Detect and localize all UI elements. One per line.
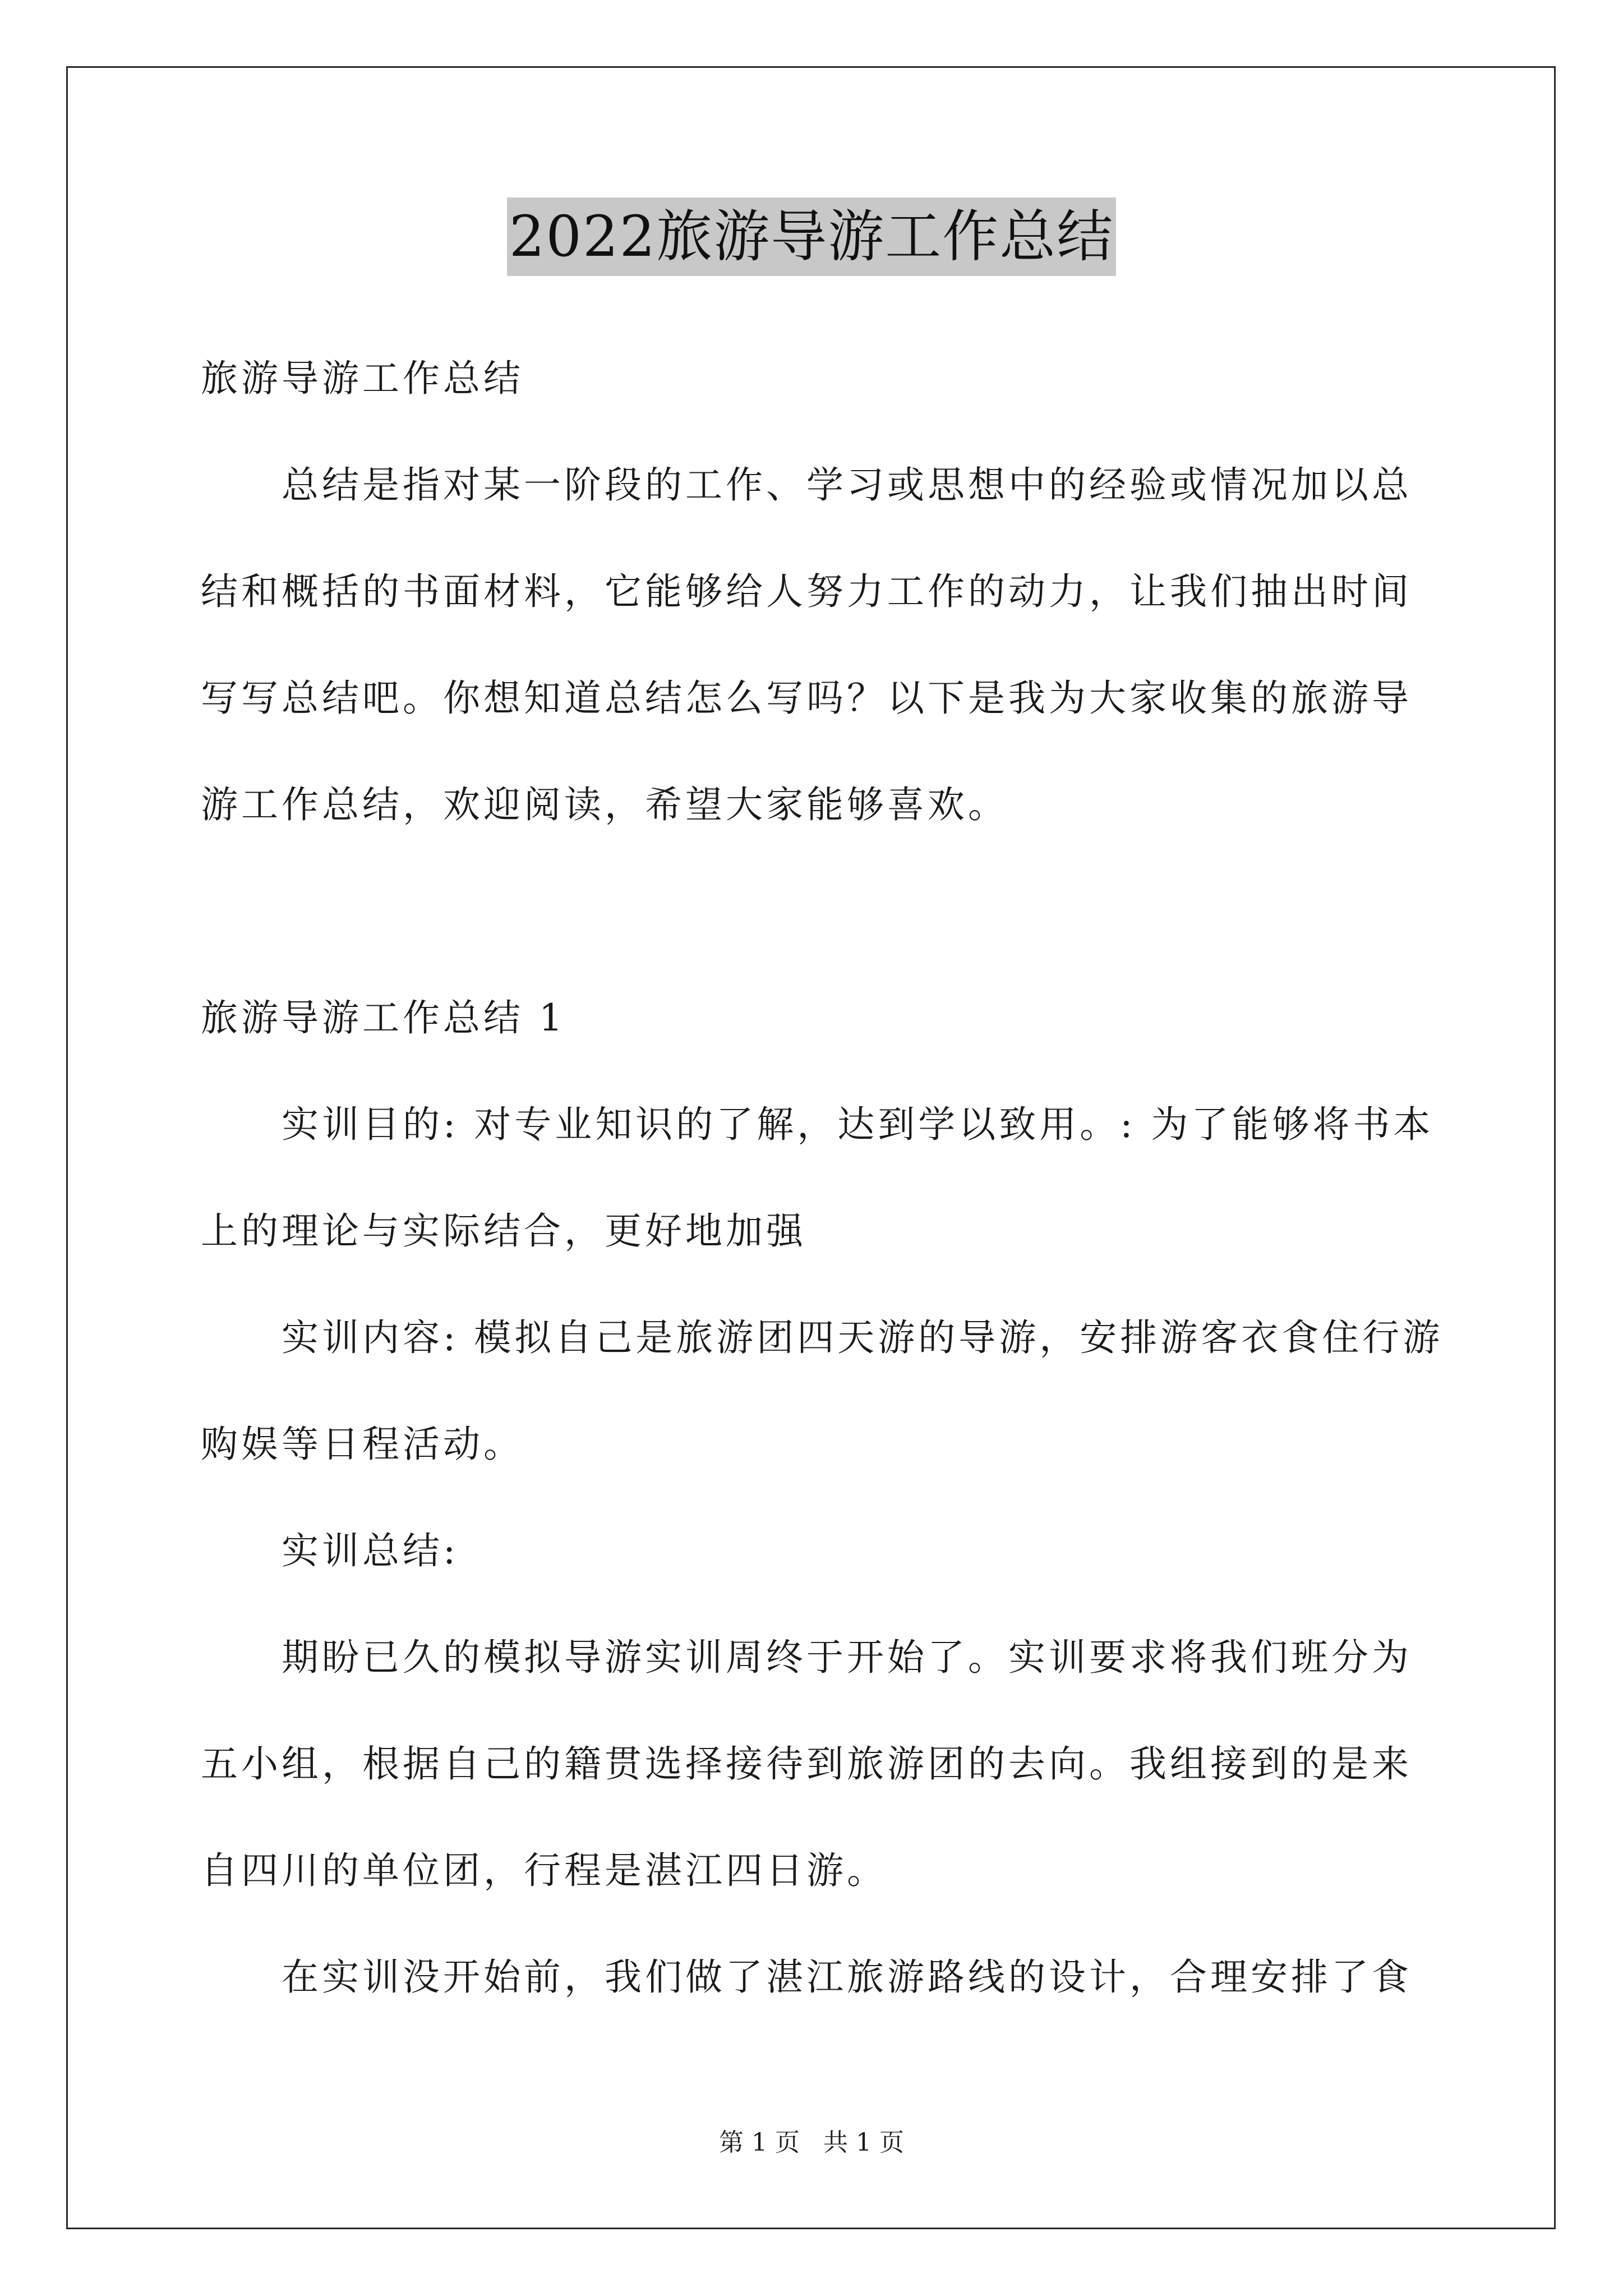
paragraph-line: 购娱等日程活动。 <box>201 1423 524 1466</box>
section-heading: 旅游导游工作总结 1 <box>201 996 566 1039</box>
paragraph-line: 实训目的: 对专业知识的了解，达到学以致用。: 为了能够将书本 <box>282 1103 1434 1146</box>
paragraph-line: 实训内容: 模拟自己是旅游团四天游的导游，安排游客衣食住行游 <box>282 1316 1444 1359</box>
page-footer <box>0 2126 1623 2160</box>
paragraph-line: 期盼已久的模拟导游实训周终于开始了。实训要求将我们班分为 <box>282 1636 1412 1679</box>
paragraph-line: 游工作总结，欢迎阅读，希望大家能够喜欢。 <box>201 783 1008 826</box>
paragraph-line: 实训总结: <box>282 1529 459 1572</box>
paragraph-line: 自四川的单位团，行程是湛江四日游。 <box>201 1849 887 1892</box>
page-number-current: 第 1 页 <box>719 2128 800 2157</box>
subtitle-line: 旅游导游工作总结 <box>201 357 524 400</box>
paragraph-line: 写写总结吧。你想知道总结怎么写吗？以下是我为大家收集的旅游导 <box>201 677 1412 720</box>
paragraph-line: 结和概括的书面材料，它能够给人努力工作的动力，让我们抽出时间 <box>201 570 1412 613</box>
document-title: 2022旅游导游工作总结 <box>507 197 1117 276</box>
paragraph-line: 上的理论与实际结合，更好地加强 <box>201 1209 806 1253</box>
page-number-total: 共 1 页 <box>823 2128 904 2157</box>
paragraph-line: 在实训没开始前，我们做了湛江旅游路线的设计，合理安排了食 <box>282 1955 1412 1999</box>
title-container <box>0 197 1623 276</box>
paragraph-line: 总结是指对某一阶段的工作、学习或思想中的经验或情况加以总 <box>282 463 1412 507</box>
paragraph-line: 五小组，根据自己的籍贯选择接待到旅游团的去向。我组接到的是来 <box>201 1742 1412 1786</box>
